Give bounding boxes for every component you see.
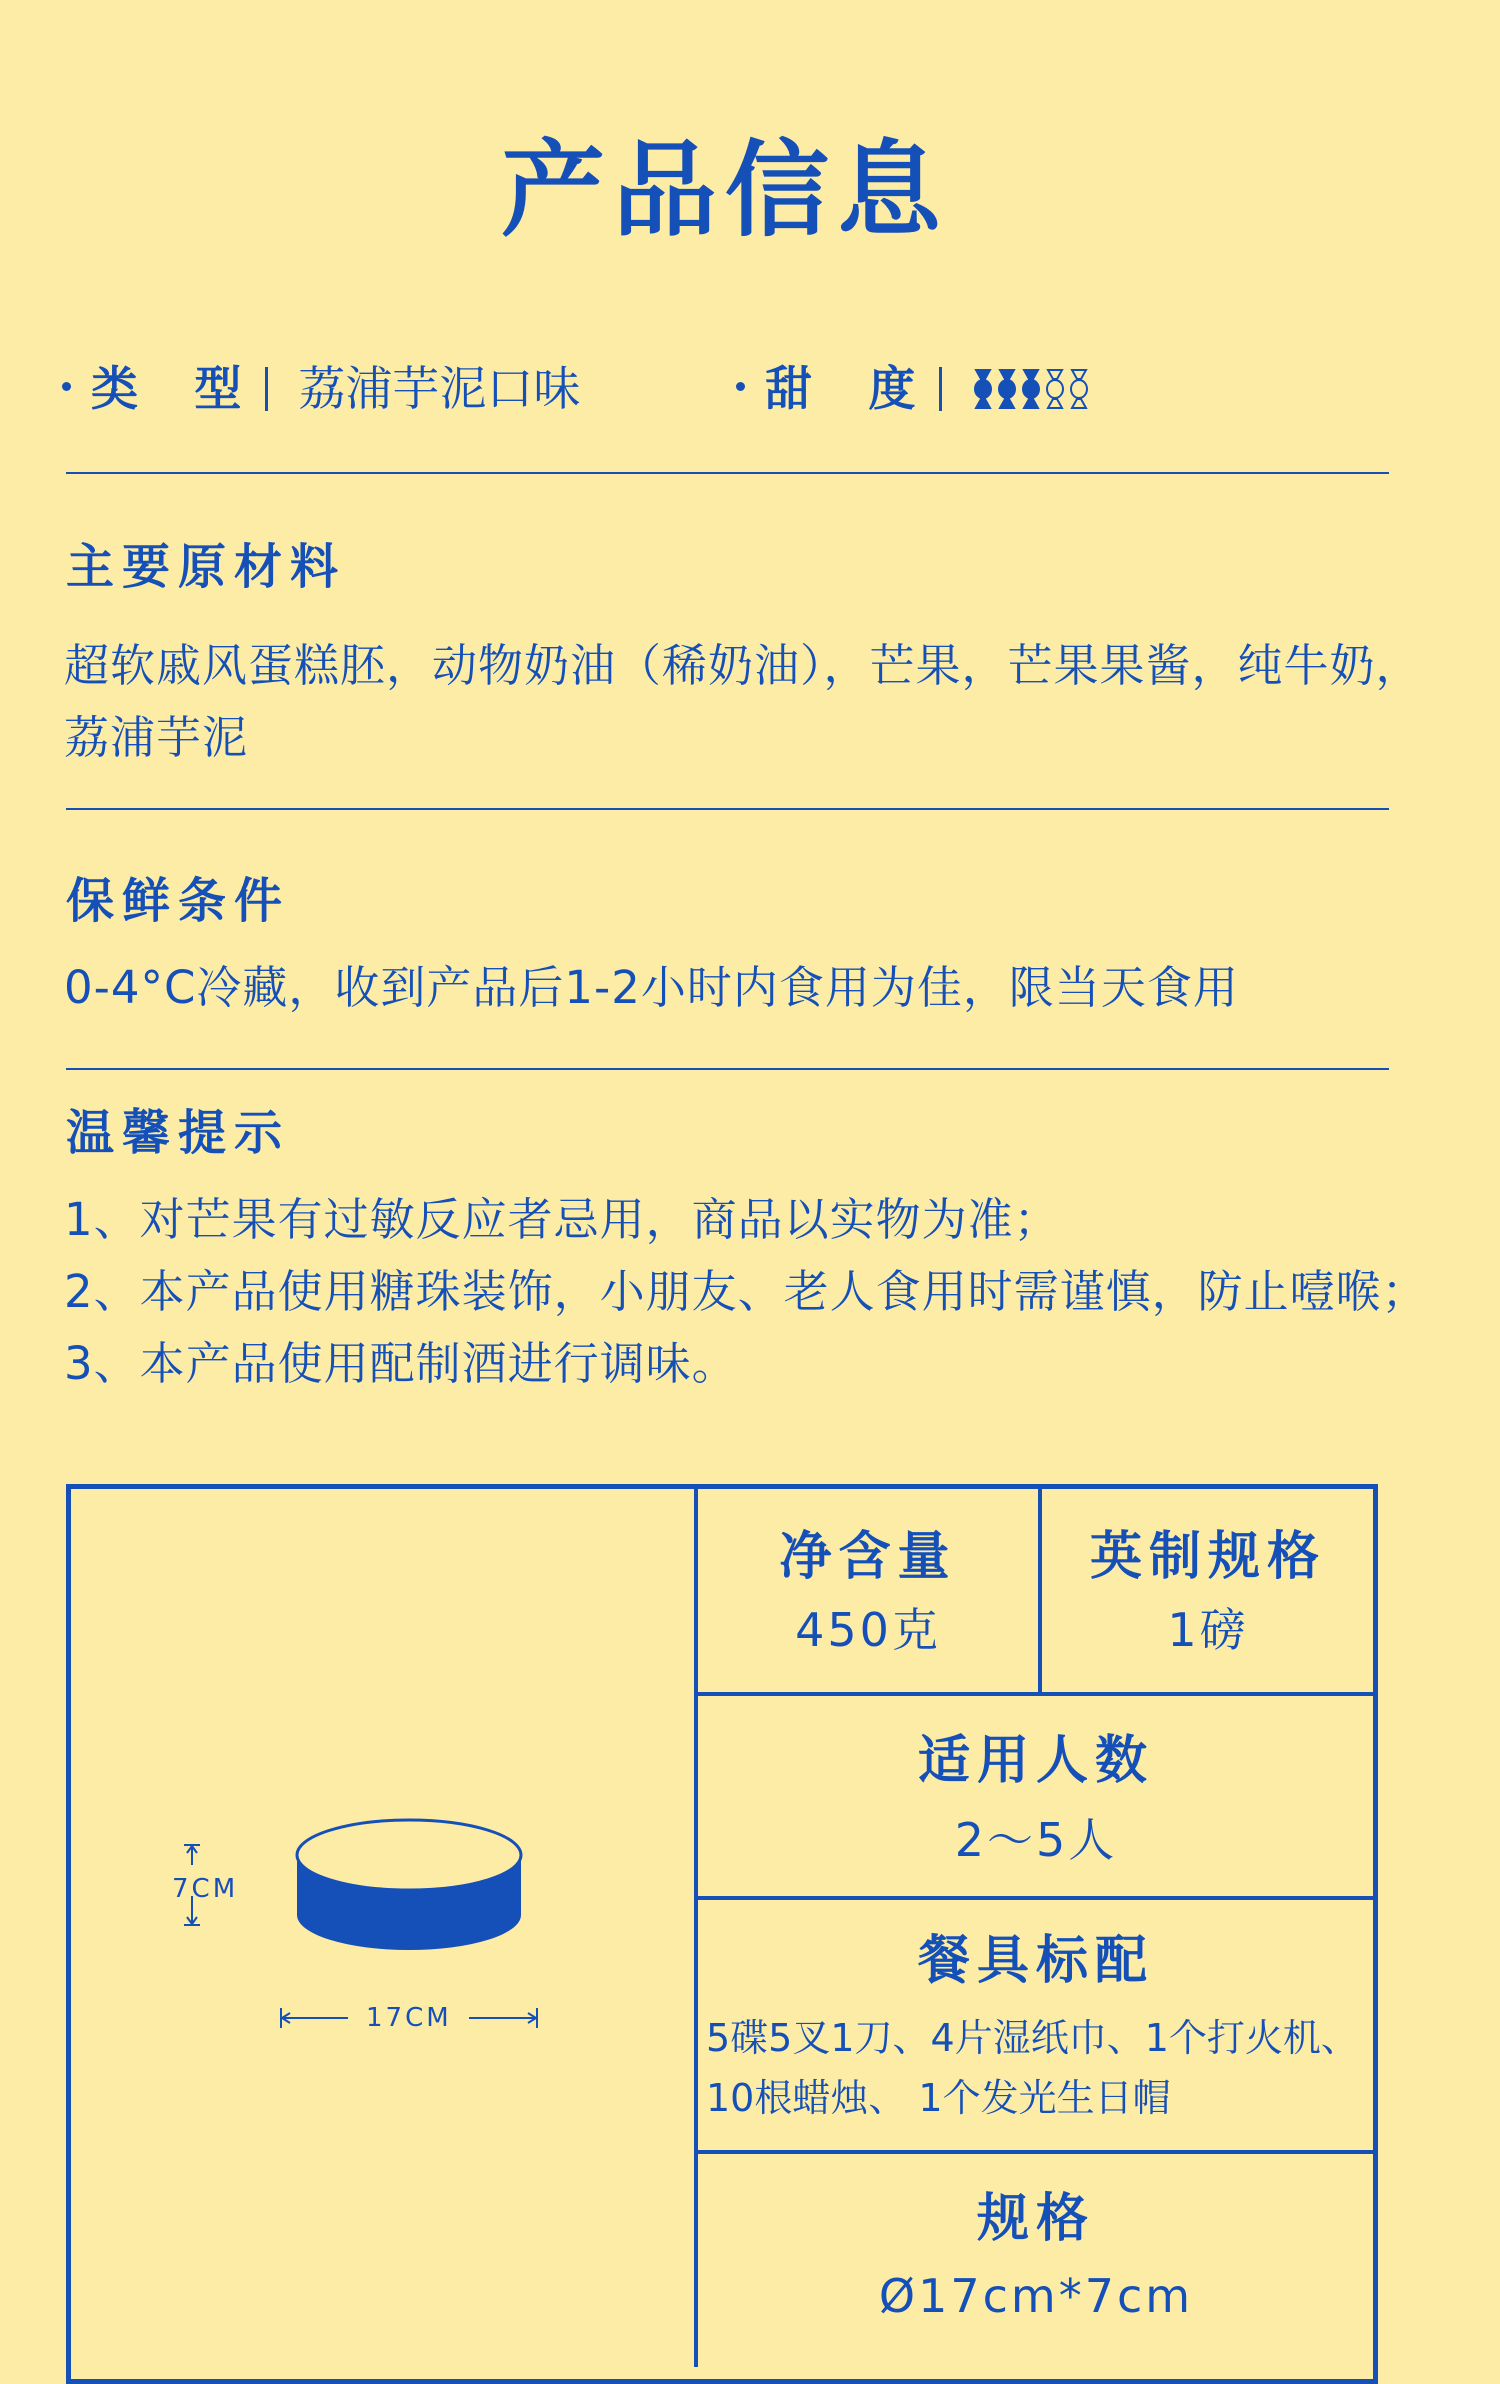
net-weight-value: 450克 <box>795 1603 941 1657</box>
tip-item-1: 1、对芒果有过敏反应者忌用，商品以实物为准； <box>64 1193 1060 1246</box>
candy-outline-icon <box>1068 368 1090 410</box>
ingredients-line-2: 荔浦芋泥 <box>64 711 249 764</box>
divider-line <box>66 472 1389 474</box>
tableware-title: 餐具标配 <box>917 1931 1154 1991</box>
candy-outline-icon <box>1044 368 1066 410</box>
table-horizontal-divider <box>694 1896 1378 1900</box>
candy-filled-icon <box>972 368 994 410</box>
type-label: 类 型 <box>91 362 262 417</box>
table-horizontal-divider <box>694 1692 1378 1696</box>
cake-dimension-diagram <box>160 1790 580 2080</box>
servings-value: 2～5人 <box>954 1813 1118 1867</box>
tableware-line-1: 5碟5叉1刀、4片湿纸巾、1个打火机、 <box>706 2016 1359 2060</box>
servings-title: 适用人数 <box>917 1731 1154 1791</box>
bullet-dot <box>736 382 745 391</box>
sweetness-label: 甜 度 <box>765 362 936 417</box>
sweetness-row <box>736 355 1092 425</box>
imperial-spec-value: 1磅 <box>1167 1603 1249 1657</box>
size-title: 规格 <box>976 2189 1095 2249</box>
ingredients-line-1: 超软戚风蛋糕胚，动物奶油（稀奶油），芒果，芒果果酱，纯牛奶， <box>64 639 1422 692</box>
ingredients-title: 主要原材料 <box>66 539 347 595</box>
type-value: 荔浦芋泥口味 <box>298 362 581 417</box>
divider-bar <box>939 367 942 411</box>
tips-title: 温馨提示 <box>66 1105 291 1161</box>
storage-body: 0-4°C冷藏，收到产品后1-2小时内食用为佳，限当天食用 <box>64 961 1239 1014</box>
width-label: 17CM <box>366 2003 452 2033</box>
tip-item-3: 3、本产品使用配制酒进行调味。 <box>64 1337 738 1390</box>
page-title: 产品信息 <box>500 129 949 251</box>
candy-filled-icon <box>1020 368 1042 410</box>
type-row <box>62 355 580 425</box>
net-weight-title: 净含量 <box>779 1527 957 1587</box>
storage-title: 保鲜条件 <box>66 873 291 929</box>
tip-item-2: 2、本产品使用糖珠装饰，小朋友、老人食用时需谨慎，防止噎喉； <box>64 1265 1428 1318</box>
divider-line <box>66 1068 1389 1070</box>
candy-filled-icon <box>996 368 1018 410</box>
cake-cylinder-icon <box>297 1820 521 1950</box>
table-horizontal-divider <box>694 2150 1378 2154</box>
tableware-line-2: 10根蜡烛、 1个发光生日帽 <box>706 2076 1171 2120</box>
sweetness-rating <box>972 362 1092 417</box>
height-label: 7CM <box>172 1874 239 1904</box>
imperial-spec-title: 英制规格 <box>1089 1527 1326 1587</box>
size-value: Ø17cm*7cm <box>878 2269 1194 2323</box>
divider-bar <box>265 367 268 411</box>
bullet-dot <box>62 382 71 391</box>
divider-line <box>66 808 1389 810</box>
